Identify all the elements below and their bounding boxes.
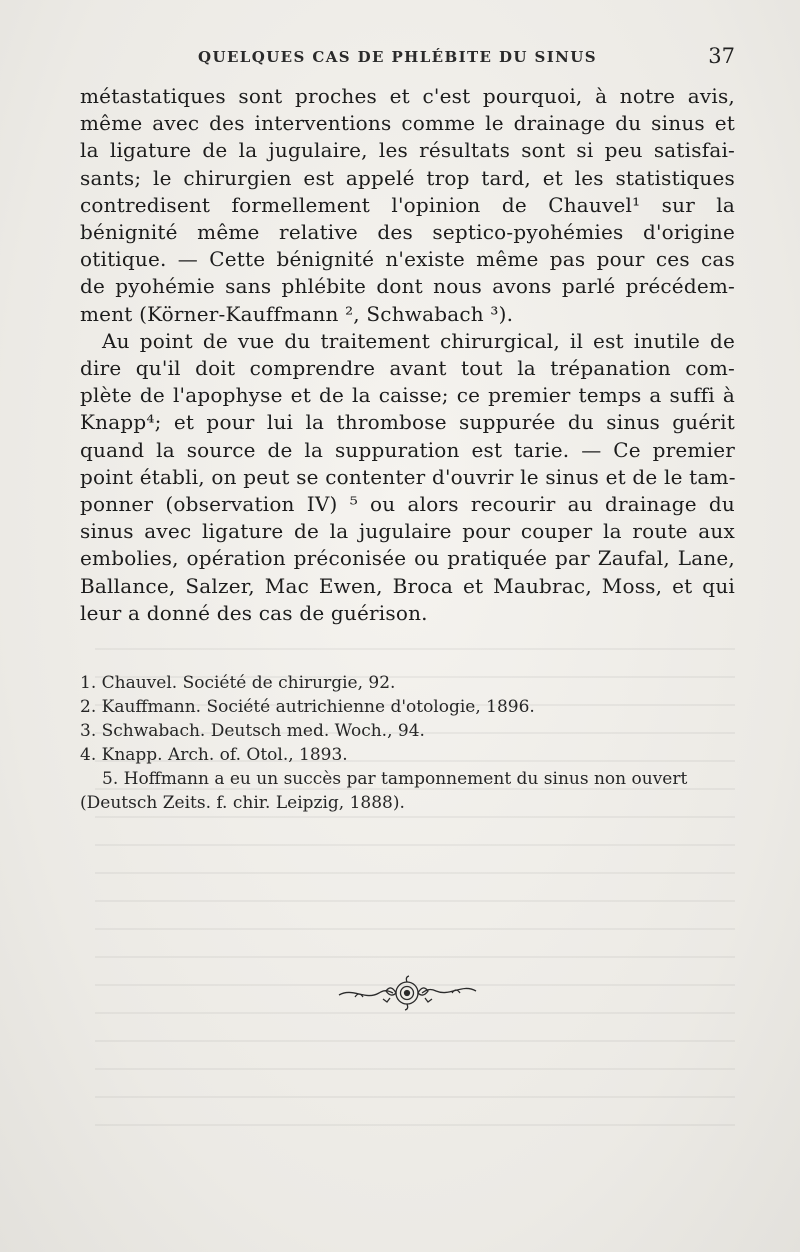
text-line: otitique. — Cette bénignité n'existe même pas pour ces cas [80,247,735,272]
text-line: sinus avec ligature de la jugulaire pour couper la route aux [80,519,735,544]
text-line: sants; le chirurgien est appelé trop tard, et les statistiques [80,165,735,190]
footnote-3: 3. Schwabach. Deutsch med. Woch., 94. [80,721,425,741]
text-line: contredisent formellement l'opinion de Chauvel¹ sur la [80,192,735,217]
text-line: embolies, opération préconisée ou pratiquée par Zaufal, Lane, [80,546,735,571]
footnote-1: 1. Chauvel. Société de chirurgie, 92. [80,673,396,693]
page-number: 37 [708,44,735,68]
text-line: dire qu'il doit comprendre avant tout la trépanation com- [80,356,735,381]
paragraph-1 [80,83,735,328]
text-line: même avec des interventions comme le drainage du sinus et [80,111,735,136]
text-line: ment (Körner-Kauffmann ², Schwabach ³). [80,301,514,326]
text-line: ponner (observation IV) ⁵ ou alors recourir au drainage du [80,492,735,517]
running-head: QUELQUES CAS DE PHLÉBITE DU SINUS [198,48,597,66]
text-line: de pyohémie sans phlébite dont nous avons parlé précédem- [80,274,735,299]
paragraph-2 [80,328,735,627]
text-line: bénignité même relative des septico-pyohémies d'origine [80,220,735,245]
text-line: Ballance, Salzer, Mac Ewen, Broca et Maubrac, Moss, et qui [80,573,735,598]
page-header [80,44,735,74]
text-line: Knapp⁴; et pour lui la thrombose suppurée du sinus guérit [80,410,735,435]
footnote-2: 2. Kauffmann. Société autrichienne d'otologie, 1896. [80,697,535,717]
text-line: métastatiques sont proches et c'est pourquoi, à notre avis, [80,84,735,108]
body-text [80,83,735,627]
text-line: plète de l'apophyse et de la caisse; ce premier temps a suffi à [80,383,735,408]
text-line: Au point de vue du traitement chirurgical, il est inutile de [102,328,735,353]
footnote-4: 4. Knapp. Arch. of. Otol., 1893. [80,745,348,765]
text-line: point établi, on peut se contenter d'ouvrir le sinus et de le tam- [80,464,736,489]
text-line: leur a donné des cas de guérison. [80,600,428,625]
footnote-5: 5. Hoffmann a eu un succès par tamponnement du sinus non ouvert [102,769,688,789]
text-line: la ligature de la jugulaire, les résultats sont si peu satisfai- [80,138,735,163]
footnote-5-continuation: (Deutsch Zeits. f. chir. Leipzig, 1888). [80,793,405,813]
footnotes [80,671,770,815]
floral-tailpiece-icon [335,975,480,1011]
text-line: quand la source de la suppuration est tarie. — Ce premier [80,437,735,462]
